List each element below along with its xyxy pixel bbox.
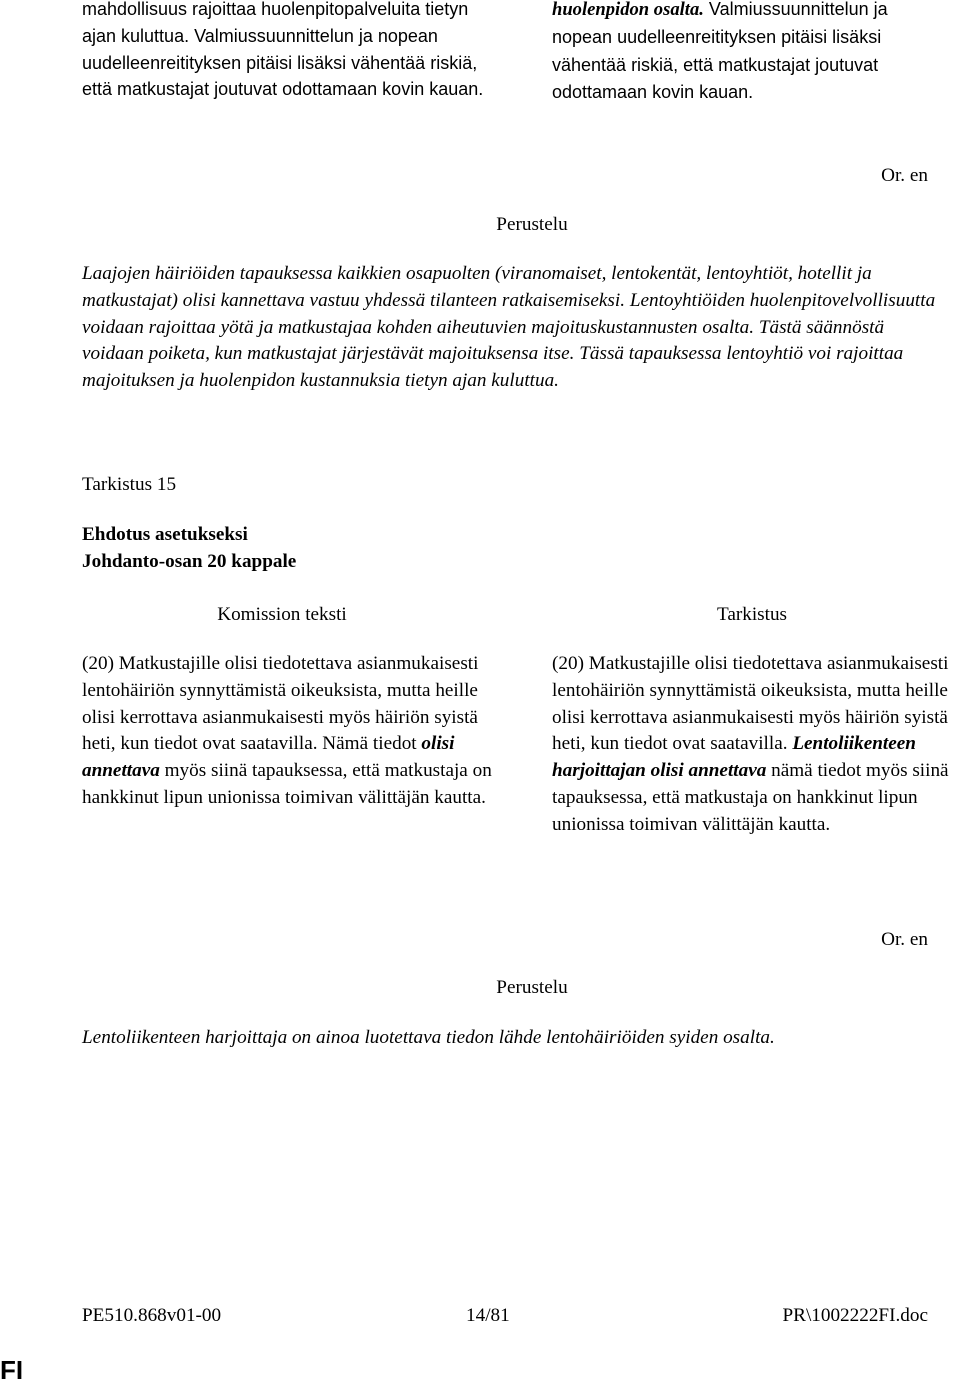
- amendment-text: [552, 651, 957, 839]
- commission-text: [82, 651, 492, 812]
- footer-page-number: 14/81: [466, 1305, 510, 1326]
- amendment-number-value: 15: [156, 474, 177, 495]
- amendment-text-part1: (20) Matkustajille olisi tiedotettava asianmukaisesti lentohäiriön synnyttämistä oikeuksista, mutta heille olisi kerrottava asianmukaisesti myös häiriön syistä heti, kun tiedot ovat saatavilla.: [552, 653, 949, 755]
- amendment-number: [82, 474, 176, 496]
- recital-reference: Johdanto-osan 20 kappale: [82, 551, 297, 572]
- column-heading-amendment: Tarkistus: [716, 604, 788, 625]
- column-heading-commission: Komission teksti: [217, 604, 347, 625]
- commission-text-continuation-paragraph: mahdollisuus rajoittaa huolenpitopalveluita tietyn ajan kuluttua. Valmiussuunnittelun ja nopean uudelleenreitityksen pitäisi lisäksi vähentää riskiä, että matkustajat joutuvat odottamaan kovin kauan.: [82, 0, 484, 100]
- commission-text-part1: (20) Matkustajille olisi tiedotettava asianmukaisesti lentohäiriön synnyttämistä oikeuksista, mutta heille olisi kerrottava asianmukaisesti myös häiriön syistä heti, kun tiedot ovat saatavilla. Nämä tiedot: [82, 653, 479, 755]
- justification-heading-2: Perustelu: [496, 977, 568, 998]
- amendment-text-emphasis: huolenpidon osalta.: [552, 0, 704, 20]
- amendment-text-continuation: [552, 0, 932, 107]
- commission-text-emphasis: olisi annettava: [82, 733, 455, 782]
- amendment-number-label: Tarkistus: [82, 474, 153, 495]
- original-language-label: Or. en: [881, 165, 928, 186]
- original-language-label-2: Or. en: [881, 929, 928, 950]
- amendment-text-rest: Valmiussuunnittelun ja nopean uudelleenreitityksen pitäisi lisäksi vähentää riskiä, että matkustajat joutuvat odottamaan kovin kauan.: [552, 0, 888, 103]
- commission-text-part2: myös siinä tapauksessa, että matkustaja on hankkinut lipun unionissa toimivan välittäjän kautta.: [82, 760, 492, 808]
- amendment-text-part2: nämä tiedot myös siinä tapauksessa, että matkustaja on hankkinut lipun unionissa toimivan välittäjän kautta.: [552, 760, 949, 835]
- justification-text: Laajojen häiriöiden tapauksessa kaikkien osapuolten (viranomaiset, lentokentät, lentoyhtiöt, hotellit ja matkustajat) olisi kannettava vastuu yhdessä tilanteen ratkaisemiseksi. Lentoyhtiöiden huolenpitovelvollisuutta voidaan rajoittaa yötä ja matkustajaa kohden aiheutuvien majoituskustannusten osalta. Tästä säännöstä voidaan poiketa, kun matkustajat järjestävät majoituksensa itse. Tässä tapauksessa lentoyhtiö voi rajoittaa majoituksen ja huolenpidon kustannuksia tietyn ajan kuluttua.: [82, 263, 936, 392]
- footer-language-code: FI: [0, 1355, 24, 1385]
- commission-text-continuation: [82, 0, 502, 103]
- footer-file-reference: PR\1002222FI.doc: [782, 1305, 928, 1326]
- amendment-text-emphasis-new: Lentoliikenteen harjoittajan olisi annettava: [552, 733, 916, 782]
- footer-document-reference: PE510.868v01-00: [82, 1305, 222, 1326]
- justification-text-2: Lentoliikenteen harjoittaja on ainoa luotettava tiedon lähde lentohäiriöiden syiden osalta.: [82, 1027, 775, 1048]
- justification-heading: Perustelu: [496, 214, 568, 235]
- proposal-title: Ehdotus asetukseksi: [82, 524, 248, 545]
